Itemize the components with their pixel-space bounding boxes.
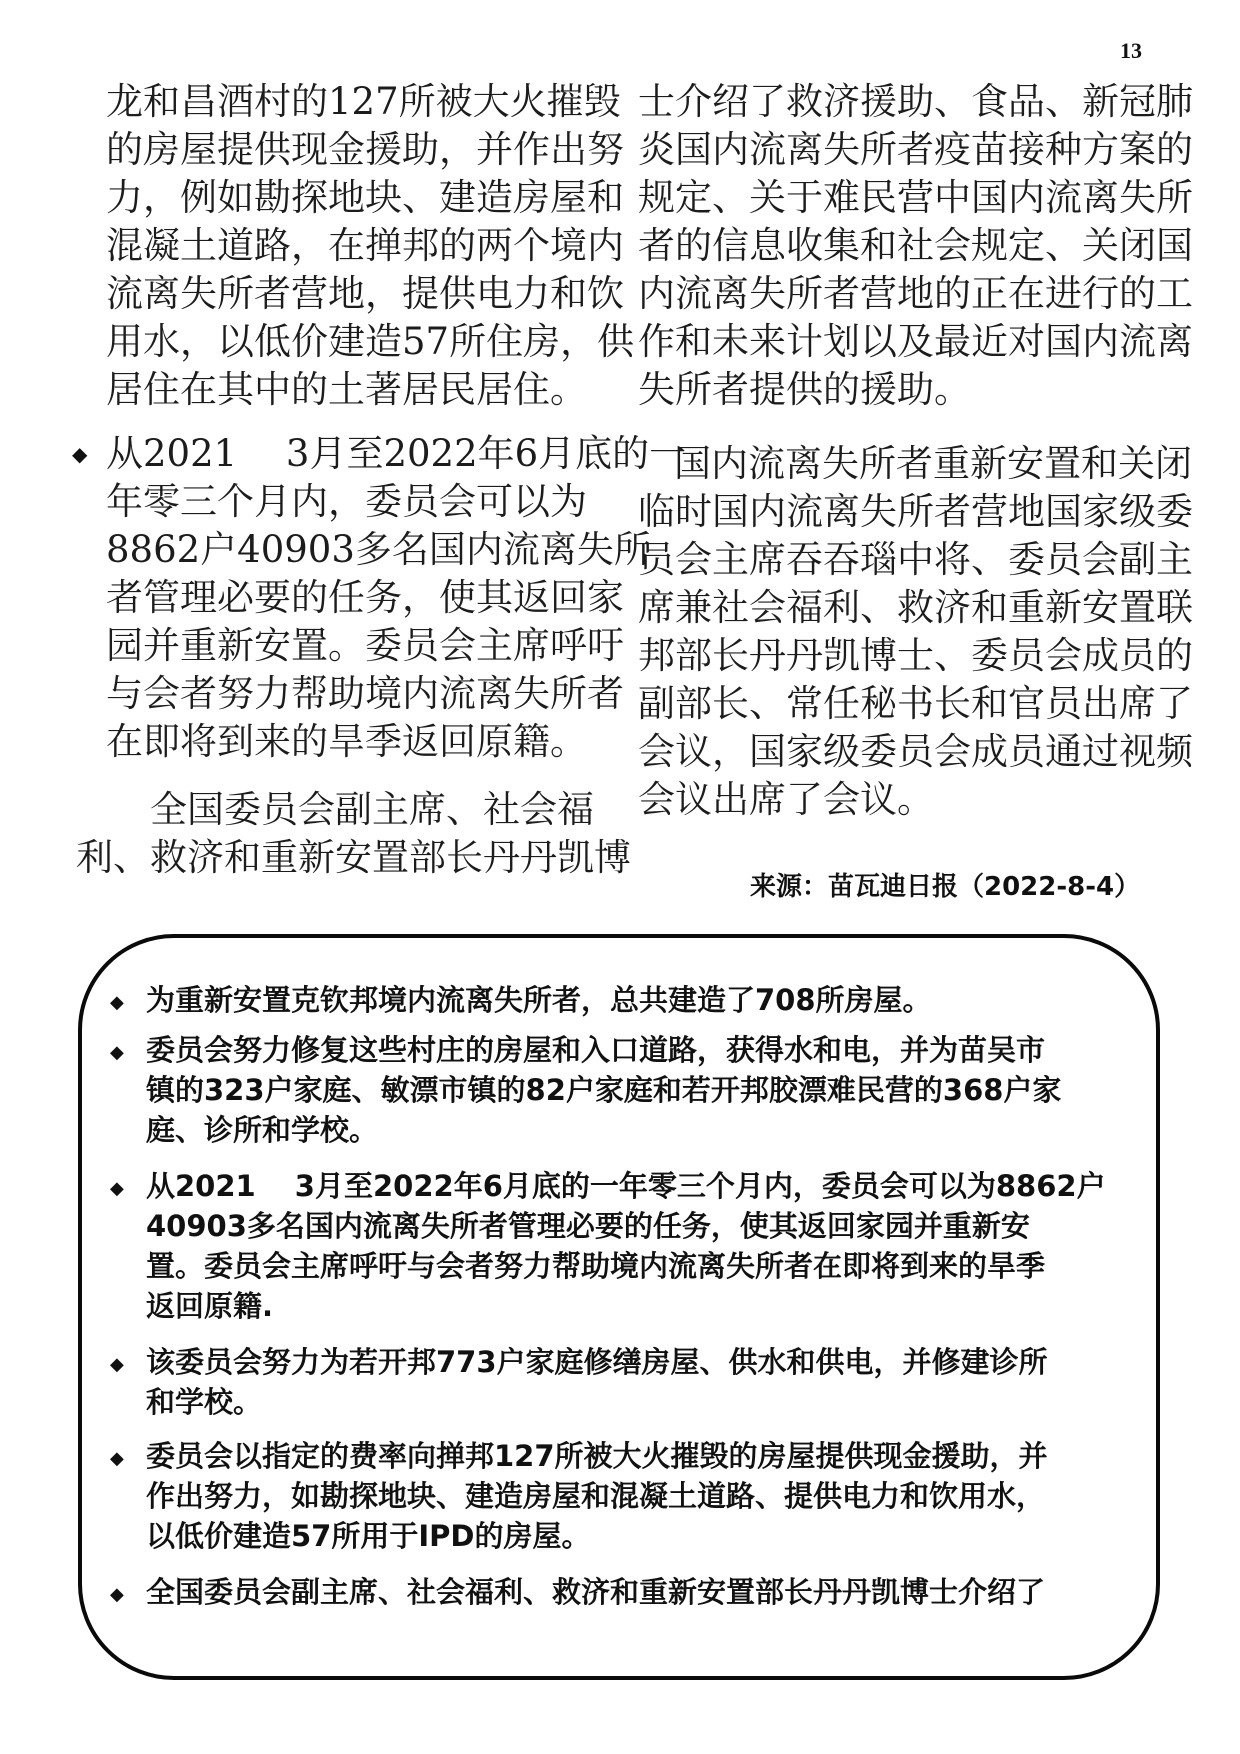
text-line: 邦部长丹丹凯博士、委员会成员的 bbox=[638, 634, 1193, 677]
diamond-bullet-icon: ◆ bbox=[110, 1584, 124, 1605]
text-line: 龙和昌酒村的127所被大火摧毁 bbox=[106, 80, 621, 123]
summary-line: 返回原籍. bbox=[146, 1289, 274, 1323]
summary-line: 置。委员会主席呼吁与会者努力帮助境内流离失所者在即将到来的旱季 bbox=[146, 1249, 1046, 1283]
text-line: 内流离失所者营地的正在进行的工 bbox=[638, 272, 1193, 315]
text-line: 用水，以低价建造57所住房，供 bbox=[106, 320, 635, 363]
summary-line: 为重新安置克钦邦境内流离失所者，总共建造了708所房屋。 bbox=[146, 983, 932, 1017]
summary-line: 该委员会努力为若开邦773户家庭修缮房屋、供水和供电，并修建诊所 bbox=[146, 1345, 1048, 1379]
text-line: 规定、关于难民营中国内流离失所 bbox=[638, 176, 1193, 219]
text-line: 混凝土道路，在掸邦的两个境内 bbox=[106, 224, 624, 267]
summary-line: 委员会努力修复这些村庄的房屋和入口道路，获得水和电，并为苗吴市 bbox=[146, 1033, 1046, 1067]
text-line: 年零三个月内，委员会可以为 bbox=[106, 480, 587, 523]
summary-line: 以低价建造57所用于IPD的房屋。 bbox=[146, 1519, 591, 1553]
text-line: 8862户40903多名国内流离失所 bbox=[106, 528, 651, 571]
text-line: 席兼社会福利、救济和重新安置联 bbox=[638, 586, 1193, 629]
summary-line: 和学校。 bbox=[146, 1385, 263, 1419]
summary-line: 从2021 3月至2022年6月底的一年零三个月内，委员会可以为8862户 bbox=[146, 1169, 1106, 1203]
text-line: 者的信息收集和社会规定、关闭国 bbox=[638, 224, 1193, 267]
text-line: 作和未来计划以及最近对国内流离 bbox=[638, 320, 1193, 363]
page-number: 13 bbox=[1120, 38, 1142, 63]
diamond-bullet-icon: ◆ bbox=[110, 992, 124, 1013]
text-line: 力，例如勘探地块、建造房屋和 bbox=[106, 176, 624, 219]
text-line: 国内流离失所者重新安置和关闭 bbox=[674, 442, 1192, 485]
text-line: 与会者努力帮助境内流离失所者 bbox=[106, 672, 624, 715]
text-line: 失所者提供的援助。 bbox=[638, 368, 971, 411]
diamond-bullet-icon: ◆ bbox=[110, 1042, 124, 1063]
summary-line: 作出努力，如勘探地块、建造房屋和混凝土道路、提供电力和饮用水， bbox=[146, 1479, 1046, 1513]
text-line: 居住在其中的土著居民居住。 bbox=[106, 368, 587, 411]
diamond-bullet-icon: ◆ bbox=[110, 1354, 124, 1375]
text-line: 者管理必要的任务，使其返回家 bbox=[106, 576, 624, 619]
summary-line: 40903多名国内流离失所者管理必要的任务，使其返回家园并重新安 bbox=[146, 1209, 1030, 1243]
summary-line: 全国委员会副主席、社会福利、救济和重新安置部长丹丹凯博士介绍了 bbox=[146, 1575, 1046, 1609]
text-line: 全国委员会副主席、社会福 bbox=[150, 788, 594, 831]
diamond-bullet-icon: ◆ bbox=[110, 1178, 124, 1199]
text-line: 在即将到来的旱季返回原籍。 bbox=[106, 720, 587, 763]
text-line: 副部长、常任秘书长和官员出席了 bbox=[638, 682, 1193, 725]
text-line: 利、救济和重新安置部长丹丹凯博 bbox=[76, 836, 631, 879]
summary-line: 委员会以指定的费率向掸邦127所被大火摧毁的房屋提供现金援助，并 bbox=[146, 1439, 1048, 1473]
summary-line: 镇的323户家庭、敏漂市镇的82户家庭和若开邦胶漂难民营的368户家 bbox=[146, 1073, 1062, 1107]
diamond-bullet-icon: ◆ bbox=[110, 1448, 124, 1469]
text-line: 士介绍了救济援助、食品、新冠肺 bbox=[638, 80, 1193, 123]
source-citation: 来源：苗瓦迪日报（2022-8-4） bbox=[750, 872, 1141, 902]
diamond-bullet-icon: ◆ bbox=[72, 442, 88, 466]
text-line: 流离失所者营地，提供电力和饮 bbox=[106, 272, 624, 315]
text-line: 炎国内流离失所者疫苗接种方案的 bbox=[638, 128, 1193, 171]
summary-line: 庭、诊所和学校。 bbox=[146, 1113, 379, 1147]
text-line: 园并重新安置。委员会主席呼吁 bbox=[106, 624, 624, 667]
text-line: 会议，国家级委员会成员通过视频 bbox=[638, 730, 1193, 773]
text-line: 会议出席了会议。 bbox=[638, 778, 934, 821]
text-line: 员会主席吞吞瑙中将、委员会副主 bbox=[638, 538, 1193, 581]
text-line: 的房屋提供现金援助，并作出努 bbox=[106, 128, 624, 171]
text-line: 从2021 3月至2022年6月底的一 bbox=[106, 432, 687, 475]
text-line: 临时国内流离失所者营地国家级委 bbox=[638, 490, 1193, 533]
